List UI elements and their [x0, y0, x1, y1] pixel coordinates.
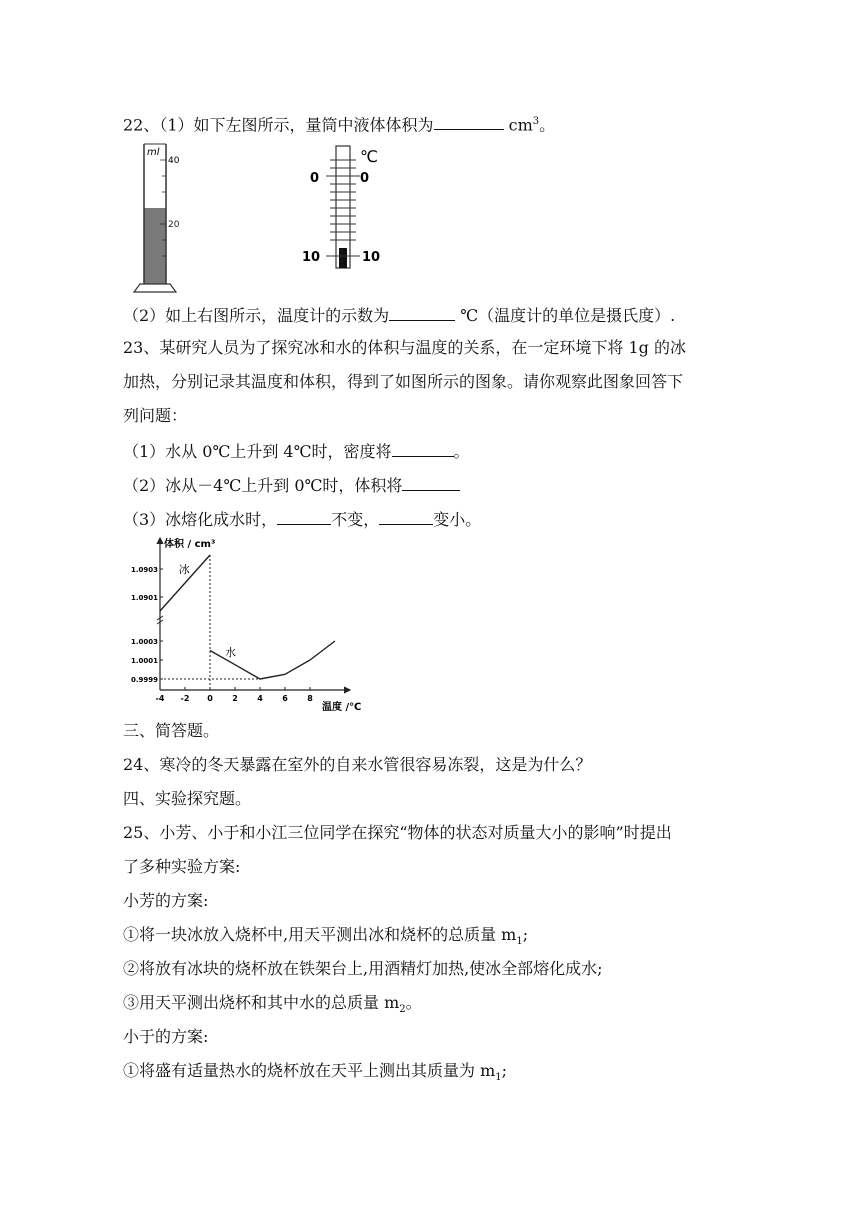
y-tick-label: 1.0901: [130, 594, 158, 602]
y-tick-label: 1.0903: [130, 566, 158, 574]
q25-line-1: 25、小芳、小于和小江三位同学在探究“物体的状态对质量大小的影响”时提出: [123, 823, 672, 842]
q23-sub-2: （2）冰从－4℃上升到 0℃时，体积将: [123, 474, 460, 496]
x-tick-label: 4: [257, 694, 263, 703]
answer-blank[interactable]: [379, 508, 433, 525]
y-tick-label: 0.9999: [130, 676, 158, 684]
fang-plan-title: 小芳的方案:: [123, 891, 209, 910]
cylinder-tick-40: 40: [168, 156, 180, 166]
q23-intro-1: 23、某研究人员为了探究冰和水的体积与温度的关系，在一定环境下将 1g 的冰: [123, 338, 686, 357]
x-axis-label: 温度 /℃: [322, 702, 362, 713]
x-tick-label: 0: [207, 694, 213, 703]
answer-blank[interactable]: [434, 113, 504, 130]
q23-sub-1: （1）水从 0℃上升到 4℃时，密度将 。: [123, 442, 470, 461]
volume-temperature-chart: [128, 532, 378, 718]
x-tick-label: 2: [232, 694, 238, 703]
y-tick-label: 1.0001: [130, 657, 158, 665]
y-axis-label: 体积 / cm³: [164, 539, 216, 550]
q23-intro-2: 加热，分别记录其温度和体积，得到了如图所示的图象。请你观察此图象回答下: [123, 372, 684, 391]
yu-plan-title: 小于的方案:: [123, 1027, 209, 1046]
thermometer-unit: ℃: [360, 147, 378, 166]
q22-part2: （2）如上右图所示，温度计的示数为 ℃（温度计的单位是摄氏度）.: [123, 306, 676, 325]
thermometer-figure: [296, 142, 396, 274]
q25-line-2: 了多种实验方案:: [123, 857, 241, 876]
graduated-cylinder-figure: [130, 142, 190, 294]
q22-part1: 22、（1）如下左图所示，量筒中液体体积为 $cm^3$。: [123, 115, 556, 135]
yu-step-1: ①将盛有适量热水的烧杯放在天平上测出其质量为 $m_1$;: [123, 1061, 508, 1084]
cylinder-unit: ml: [147, 147, 160, 158]
fang-step-2: ②将放有冰块的烧杯放在铁架台上,用酒精灯加热,使冰全部熔化成水;: [123, 959, 603, 978]
ice-series-label: 冰: [178, 563, 190, 576]
fang-step-1: ①将一块冰放入烧杯中,用天平测出冰和烧杯的总质量 $m_1$;: [123, 925, 529, 948]
x-tick-label: -2: [180, 694, 190, 703]
x-tick-label: 6: [282, 694, 288, 703]
q24-text: 24、寒冷的冬天暴露在室外的自来水管很容易冻裂，这是为什么？: [123, 755, 592, 774]
answer-blank[interactable]: [277, 508, 331, 525]
fang-step-3: ③用天平测出烧杯和其中水的总质量 $m_2$。: [123, 993, 422, 1016]
water-series-label: 水: [225, 646, 236, 659]
thermometer-right-10: 10: [362, 250, 381, 265]
thermometer-left-0: 0: [310, 171, 320, 186]
x-tick-label: 8: [307, 694, 313, 703]
section-three-heading: 三、简答题。: [123, 721, 220, 740]
section-four-heading: 四、实验探究题。: [123, 789, 252, 808]
q23-intro-3: 列问题：: [123, 406, 188, 425]
thermometer-left-10: 10: [302, 250, 321, 265]
answer-blank[interactable]: [402, 474, 460, 491]
y-tick-label: 1.0003: [130, 638, 158, 646]
answer-blank[interactable]: [389, 304, 455, 321]
cylinder-tick-20: 20: [168, 220, 180, 230]
thermometer-right-0: 0: [360, 171, 370, 186]
q23-sub-3: （3）冰熔化成水时， 不变， 变小。: [123, 510, 482, 529]
x-tick-label: -4: [155, 694, 165, 703]
answer-blank[interactable]: [392, 440, 454, 457]
